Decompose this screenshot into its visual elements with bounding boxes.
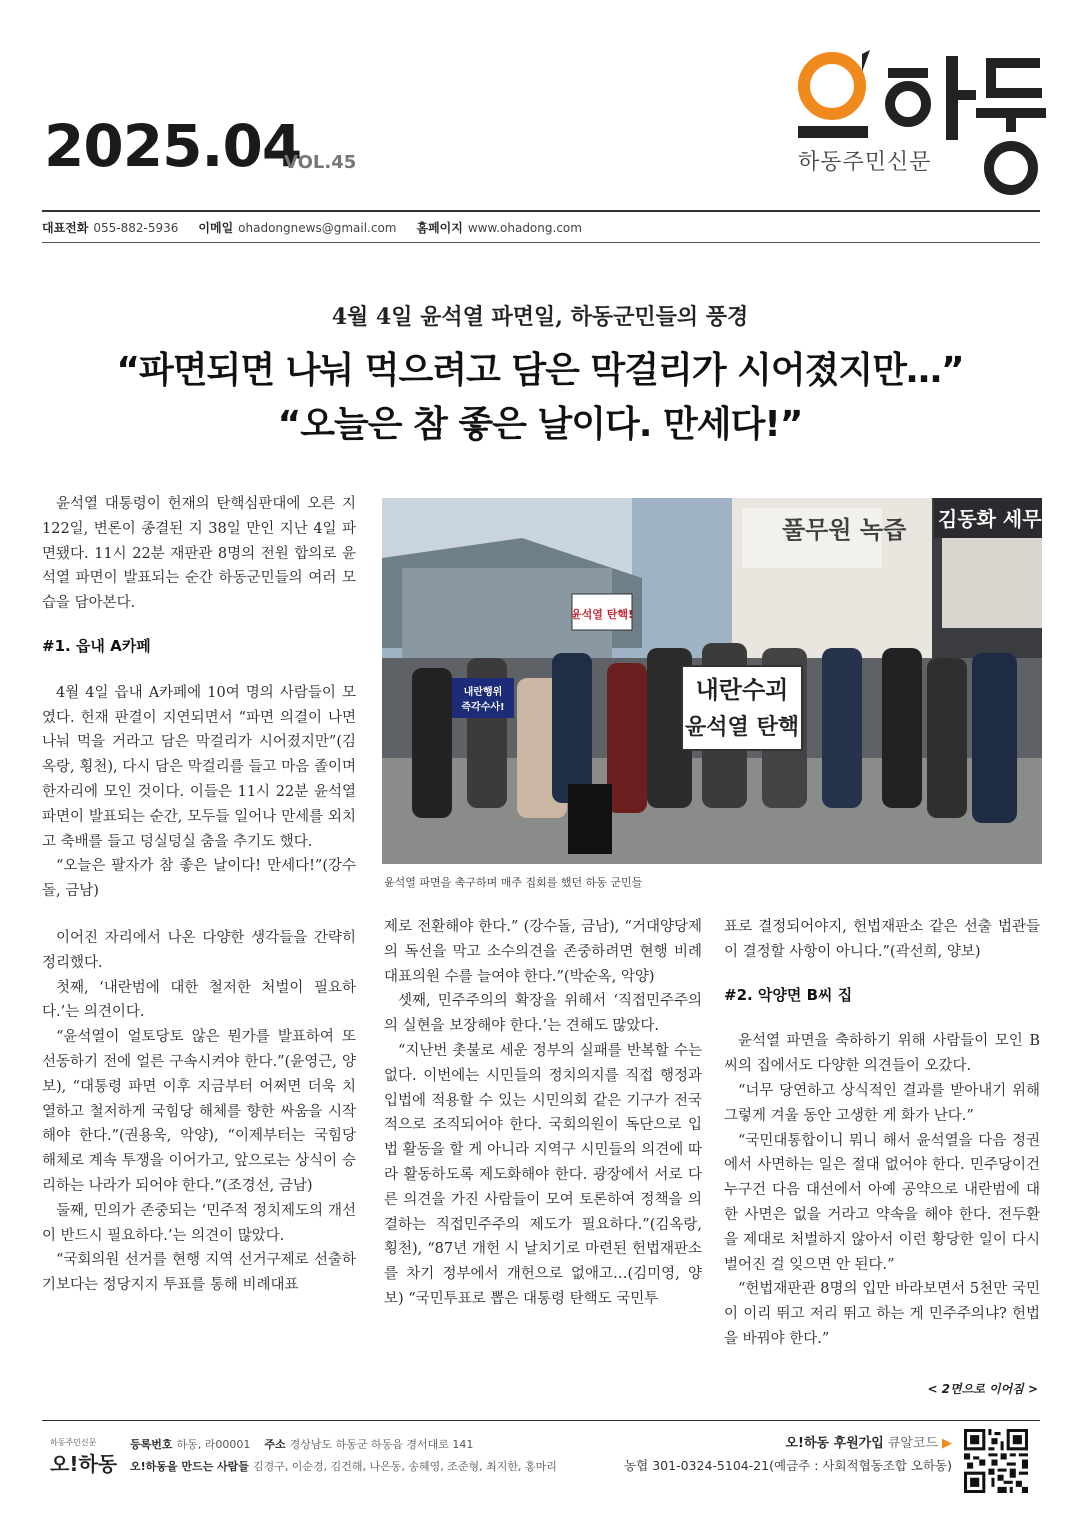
small-sign-text: 윤석열 탄핵! bbox=[571, 608, 633, 621]
speaker-box bbox=[568, 784, 612, 854]
blue-protest-sign bbox=[452, 678, 514, 718]
footer-rule bbox=[42, 1420, 1040, 1421]
building-sign-text: 풀무원 녹즙 bbox=[782, 516, 907, 544]
small-protest-sign bbox=[570, 594, 633, 630]
paragraph: “너무 당연하고 상식적인 결과를 받아내기 위해 그렇게 겨울 동안 고생한 게 화가 난다.” bbox=[724, 1082, 1040, 1124]
headline-line-2: “오늘은 참 좋은 날이다. 만세다!” bbox=[277, 404, 803, 445]
footer-brand: 오!하동 bbox=[50, 1452, 118, 1476]
article-column-3 bbox=[724, 915, 1040, 1352]
contact-homepage[interactable]: 홈페이지 www.ohadong.com bbox=[416, 221, 582, 235]
protest-photo-illustration bbox=[382, 498, 1042, 864]
paragraph: 이어진 자리에서 나온 다양한 생각들을 간략히 정리했다. bbox=[42, 929, 356, 971]
support-signup[interactable]: 오!하동 후원가입 큐알코드 ▶ bbox=[785, 1436, 952, 1451]
article-column-2 bbox=[384, 915, 702, 1312]
blue-sign-line-1: 내란행위 bbox=[463, 687, 503, 698]
paragraph: 4월 4일 읍내 A카페에 10여 명의 사람들이 모였다. 헌재 판결이 지연되면서 “파면 의결이 나면 나눠 먹을 거라고 담은 막걸리가 시어졌지만”(김옥랑, 횡천), 다시 담은 막걸리를 들고 마음 졸이며 한자리에 모인 것이다. 이들은 11시 22분 윤석열 파면이 발표되는 순간, 모두들 일어나 만세를 외치고 축배를 들고 덩실덩실 춤을 추기도 했다. bbox=[42, 684, 356, 850]
paragraph: “국회의원 선거를 현행 지역 선거구제로 선출하기보다는 정당지지 투표를 통해 비례대표 bbox=[42, 1252, 356, 1294]
main-sign-line-2: 윤석열 탄핵 bbox=[685, 715, 799, 740]
paragraph: 첫째, ‘내란범에 대한 철저한 처벌이 필요하다.’는 의견이다. bbox=[42, 979, 356, 1021]
contact-email[interactable]: 이메일 ohadongnews@gmail.com bbox=[198, 221, 397, 235]
ohadong-logo bbox=[796, 48, 1046, 206]
paragraph: “국민대통합이니 뭐니 해서 윤석열을 다음 정권에서 사면하는 일은 절대 없어야 한다. 민주당이건 누구건 다음 대선에서 아예 공약으로 내란범에 대한 사면은 없을 거라고 약속을 해야 한다. 전두환을 제대로 처벌하지 않아서 이런 황당한 일이 다시 벌어진 걸 잊으면 안 된다.” bbox=[724, 1132, 1040, 1273]
store-sign-text: 김동화 세무 bbox=[938, 507, 1042, 531]
section-title-2: #2. 악양면 B씨 집 bbox=[724, 985, 853, 1004]
contact-bar bbox=[42, 219, 582, 236]
contact-rule bbox=[42, 242, 1040, 243]
logo-subtitle: 하동주민신문 bbox=[798, 150, 932, 175]
masthead-rule bbox=[42, 210, 1040, 212]
headline-line-1: “파면되면 나눠 먹으려고 담은 막걸리가 시어졌지만…” bbox=[116, 350, 964, 391]
continued-notice[interactable]: < 2면으로 이어짐 > bbox=[927, 1382, 1038, 1396]
paragraph: 표로 결정되어야지, 헌법재판소 같은 선출 법관들이 결정할 사항이 아니다.”(곽선희, 양보) bbox=[724, 919, 1040, 960]
paragraph: “지난번 촛불로 세운 정부의 실패를 반복할 수는 없다. 이번에는 시민들의 정치의지를 직접 행정과 입법에 적용할 수 있는 시민의회 같은 기구가 전국적으로 조직되어야 한다. 국회의원이 독단으로 입법 활동을 할 게 아니라 지역구 시민들의 의견에 따라 활동하도록 제도화해야 한다. 광장에서 서로 다른 의견을 가진 사람들이 모여 토론하여 정책을 의결하는 직접민주주의 제도가 필요하다.”(김옥랑, 횡천), “87년 개헌 시 날치기로 마련된 헌법재판소를 차기 정부에서 개헌으로 없애고…(김미영, 양보) “국민투표로 뽑은 대통령 탄핵도 국민투 bbox=[384, 1042, 702, 1307]
volume-number: VOL.45 bbox=[284, 152, 357, 173]
paragraph: 셋째, 민주주의의 확장을 위해서 ‘직접민주주의의 실현을 보장해야 한다.’는 견해도 많았다. bbox=[384, 993, 702, 1035]
paragraph: 윤석열 파면을 축하하기 위해 사람들이 모인 B씨의 집에서도 다양한 의견들이 오갔다. bbox=[724, 1033, 1040, 1075]
footer-registration-line: 등록번호 하동, 라00001 주소 경상남도 하동군 하동읍 경서대로 141 bbox=[130, 1438, 474, 1451]
article-column-1 bbox=[42, 492, 356, 1298]
paragraph: 제로 전환해야 한다.” (강수돌, 금남), “거대양당제의 독선을 막고 소수의견을 존중하려면 현행 비례대표의원 수를 늘여야 한다.”(박순옥, 악양) bbox=[384, 919, 702, 985]
article-subhead: 4월 4일 윤석열 파면일, 하동군민들의 풍경 bbox=[331, 304, 749, 330]
protest-photo bbox=[382, 498, 1042, 864]
qr-code-icon[interactable] bbox=[964, 1429, 1028, 1493]
protest-main-sign bbox=[682, 666, 802, 750]
issue-date: 2025.04 bbox=[44, 112, 302, 180]
arrow-right-icon: ▶ bbox=[942, 1436, 952, 1451]
blue-sign-line-2: 즉각수사! bbox=[461, 702, 505, 713]
main-sign-line-1: 내란수괴 bbox=[695, 676, 789, 704]
paragraph: “헌법재판관 8명의 입만 바라보면서 5천만 국민이 이리 뛰고 저리 뛰고 하는 게 민주주의냐? 헌법을 바꿔야 한다.” bbox=[724, 1281, 1040, 1347]
paragraph: “오늘은 팔자가 참 좋은 날이다! 만세다!”(강수돌, 금남) bbox=[42, 858, 356, 900]
footer-makers-line: 오!하동을 만드는 사람들 김경구, 이순경, 김건해, 나은동, 송혜영, 조준형, 최지한, 홍마리 bbox=[130, 1460, 557, 1473]
photo-caption: 윤석열 파면을 촉구하며 매주 집회를 했던 하동 군민들 bbox=[384, 876, 643, 889]
section-title-1: #1. 읍내 A카페 bbox=[42, 636, 151, 655]
contact-phone: 대표전화 055-882-5936 bbox=[42, 221, 179, 235]
paragraph: 둘째, 민의가 존중되는 ‘민주적 정치제도의 개선이 반드시 필요하다.’는 의견이 많았다. bbox=[42, 1202, 356, 1244]
paragraph: “윤석열이 얼토당토 않은 뭔가를 발표하여 또 선동하기 전에 얼른 구속시켜야 한다.”(윤영근, 양보), “대통령 파면 이후 지금부터 어쩌면 더욱 치열하고 철저하게 국힘당 해체를 향한 싸움을 시작해야 한다.”(권용욱, 악양), “이제부터는 국힘당 해체로 계속 투쟁을 이어가고, 앞으로는 상식이 승리하는 나라가 되어야 한다.”(조경선, 금남) bbox=[42, 1029, 356, 1194]
bank-account: 농협 301-0324-5104-21(예금주 : 사회적협동조합 오하동) bbox=[624, 1458, 952, 1473]
footer-brand-subtitle: 하동주민신문 bbox=[50, 1438, 97, 1447]
lead-paragraph: 윤석열 대통령이 헌재의 탄핵심판대에 오른 지 122일, 변론이 종결된 지 38일 만인 지난 4일 파면됐다. 11시 22분 재판관 8명의 전원 합의로 윤석열 파면이 발표되는 순간 하동군민들의 여러 모습을 담아본다. bbox=[42, 496, 356, 612]
